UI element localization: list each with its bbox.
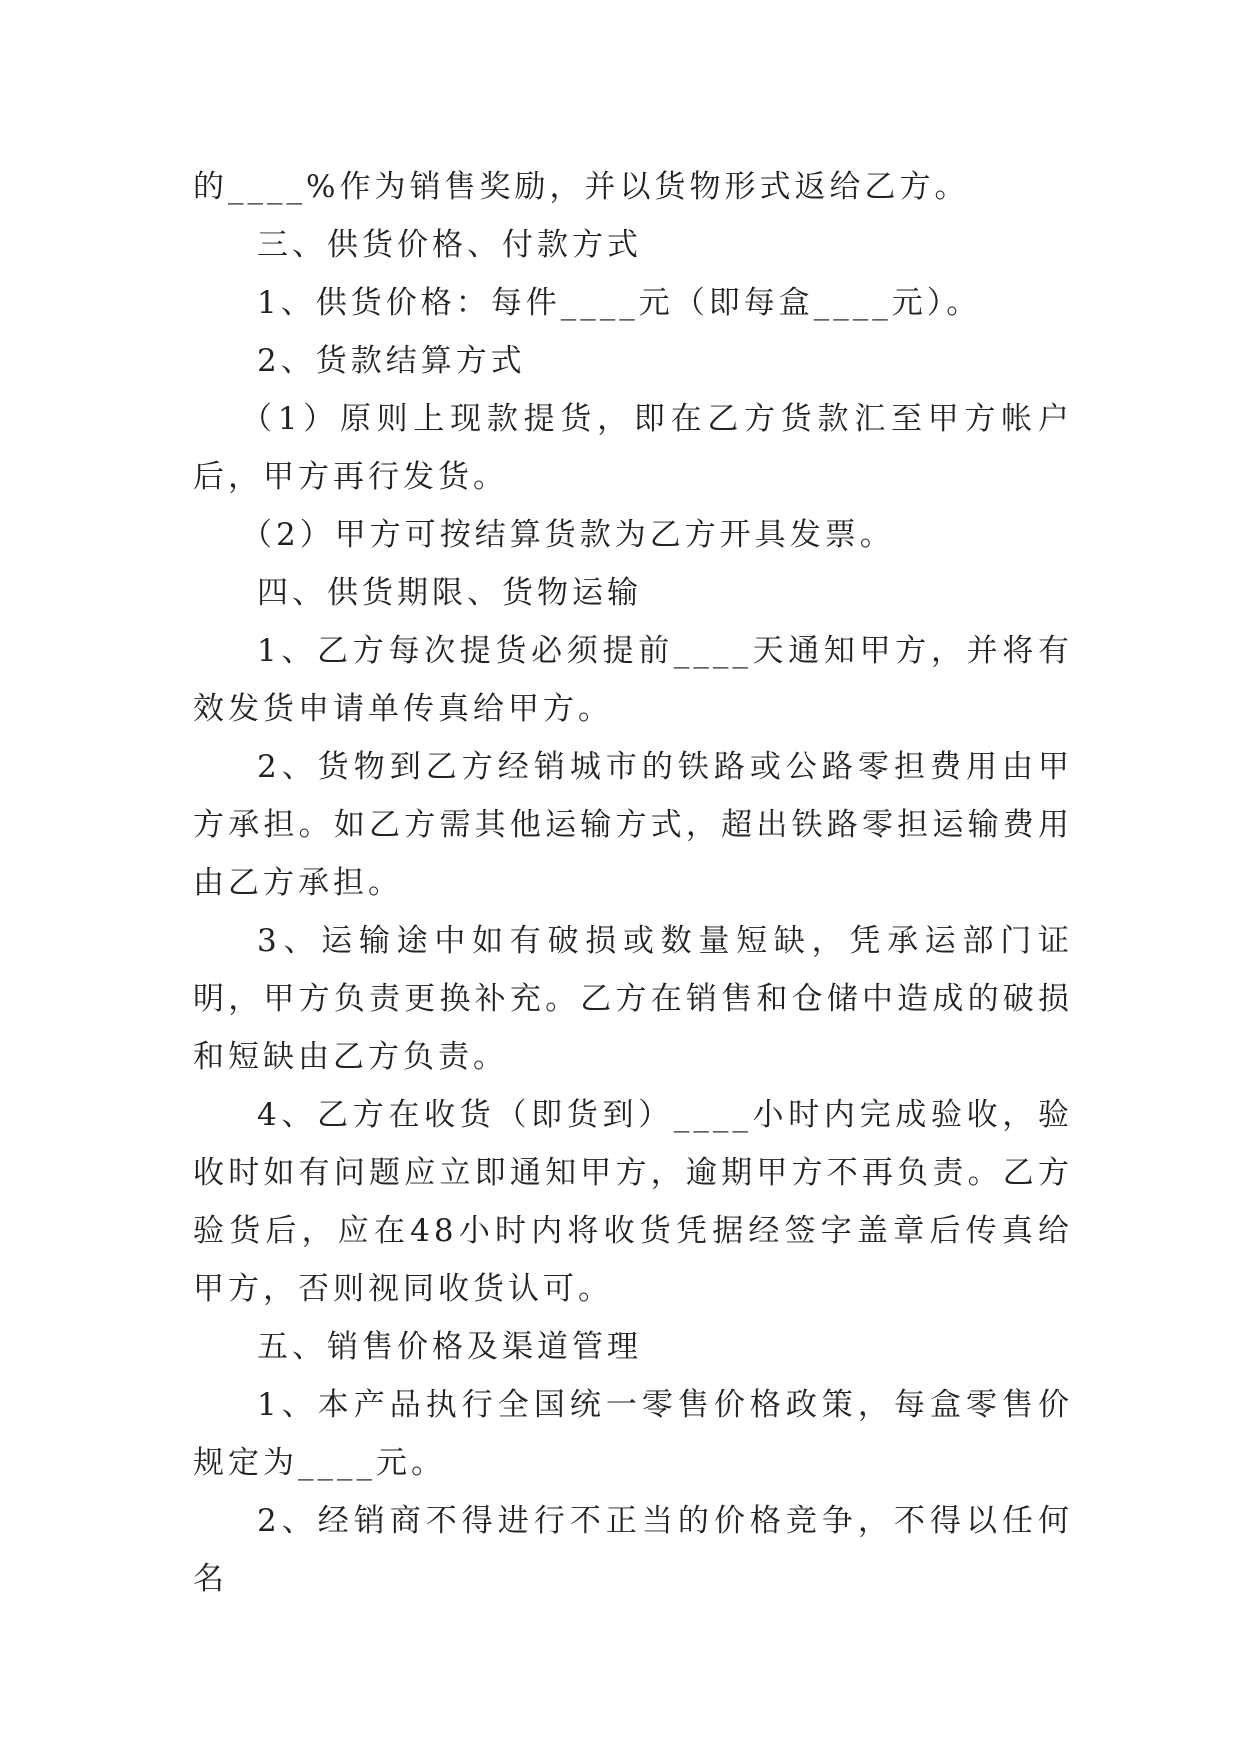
paragraph-supply-price: 1、供货价格：每件____元（即每盒____元）。 xyxy=(257,285,982,321)
paragraph-retail-price: 1、本产品执行全国统一零售价格政策，每盒零售价规定为____元。 xyxy=(193,1387,1073,1481)
paragraph-settlement-method: 2、货款结算方式 xyxy=(257,343,526,379)
paragraph-freight-cost: 2、货物到乙方经销城市的铁路或公路零担费用由甲方承担。如乙方需其他运输方式，超出铁路零担运输费用由乙方承担。 xyxy=(193,749,1073,901)
heading-supply-price-payment: 三、供货价格、付款方式 xyxy=(257,227,642,263)
paragraph-cash-delivery: （1）原则上现款提货，即在乙方货款汇至甲方帐户后，甲方再行发货。 xyxy=(193,401,1073,495)
paragraph-transport-damage: 3、运输途中如有破损或数量短缺，凭承运部门证明，甲方负责更换补充。乙方在销售和仓储中造成的破损和短缺由乙方负责。 xyxy=(193,923,1073,1075)
paragraph-price-competition: 2、经销商不得进行不正当的价格竞争，不得以任何名 xyxy=(193,1503,1073,1597)
paragraph-invoice: （2）甲方可按结算货款为乙方开具发票。 xyxy=(241,517,895,553)
heading-sales-price-channel: 五、销售价格及渠道管理 xyxy=(257,1329,642,1365)
paragraph-acceptance: 4、乙方在收货（即货到）____小时内完成验收，验收时如有问题应立即通知甲方，逾期甲方不再负责。乙方验货后，应在48小时内将收货凭据经签字盖章后传真给甲方，否则视同收货认可。 xyxy=(193,1097,1073,1307)
paragraph-advance-notice: 1、乙方每次提货必须提前____天通知甲方，并将有效发货申请单传真给甲方。 xyxy=(193,633,1073,727)
heading-supply-period-transport: 四、供货期限、货物运输 xyxy=(257,575,642,611)
document-body xyxy=(193,158,1073,1608)
paragraph-sales-reward: 的____%作为销售奖励，并以货物形式返给乙方。 xyxy=(193,169,970,205)
